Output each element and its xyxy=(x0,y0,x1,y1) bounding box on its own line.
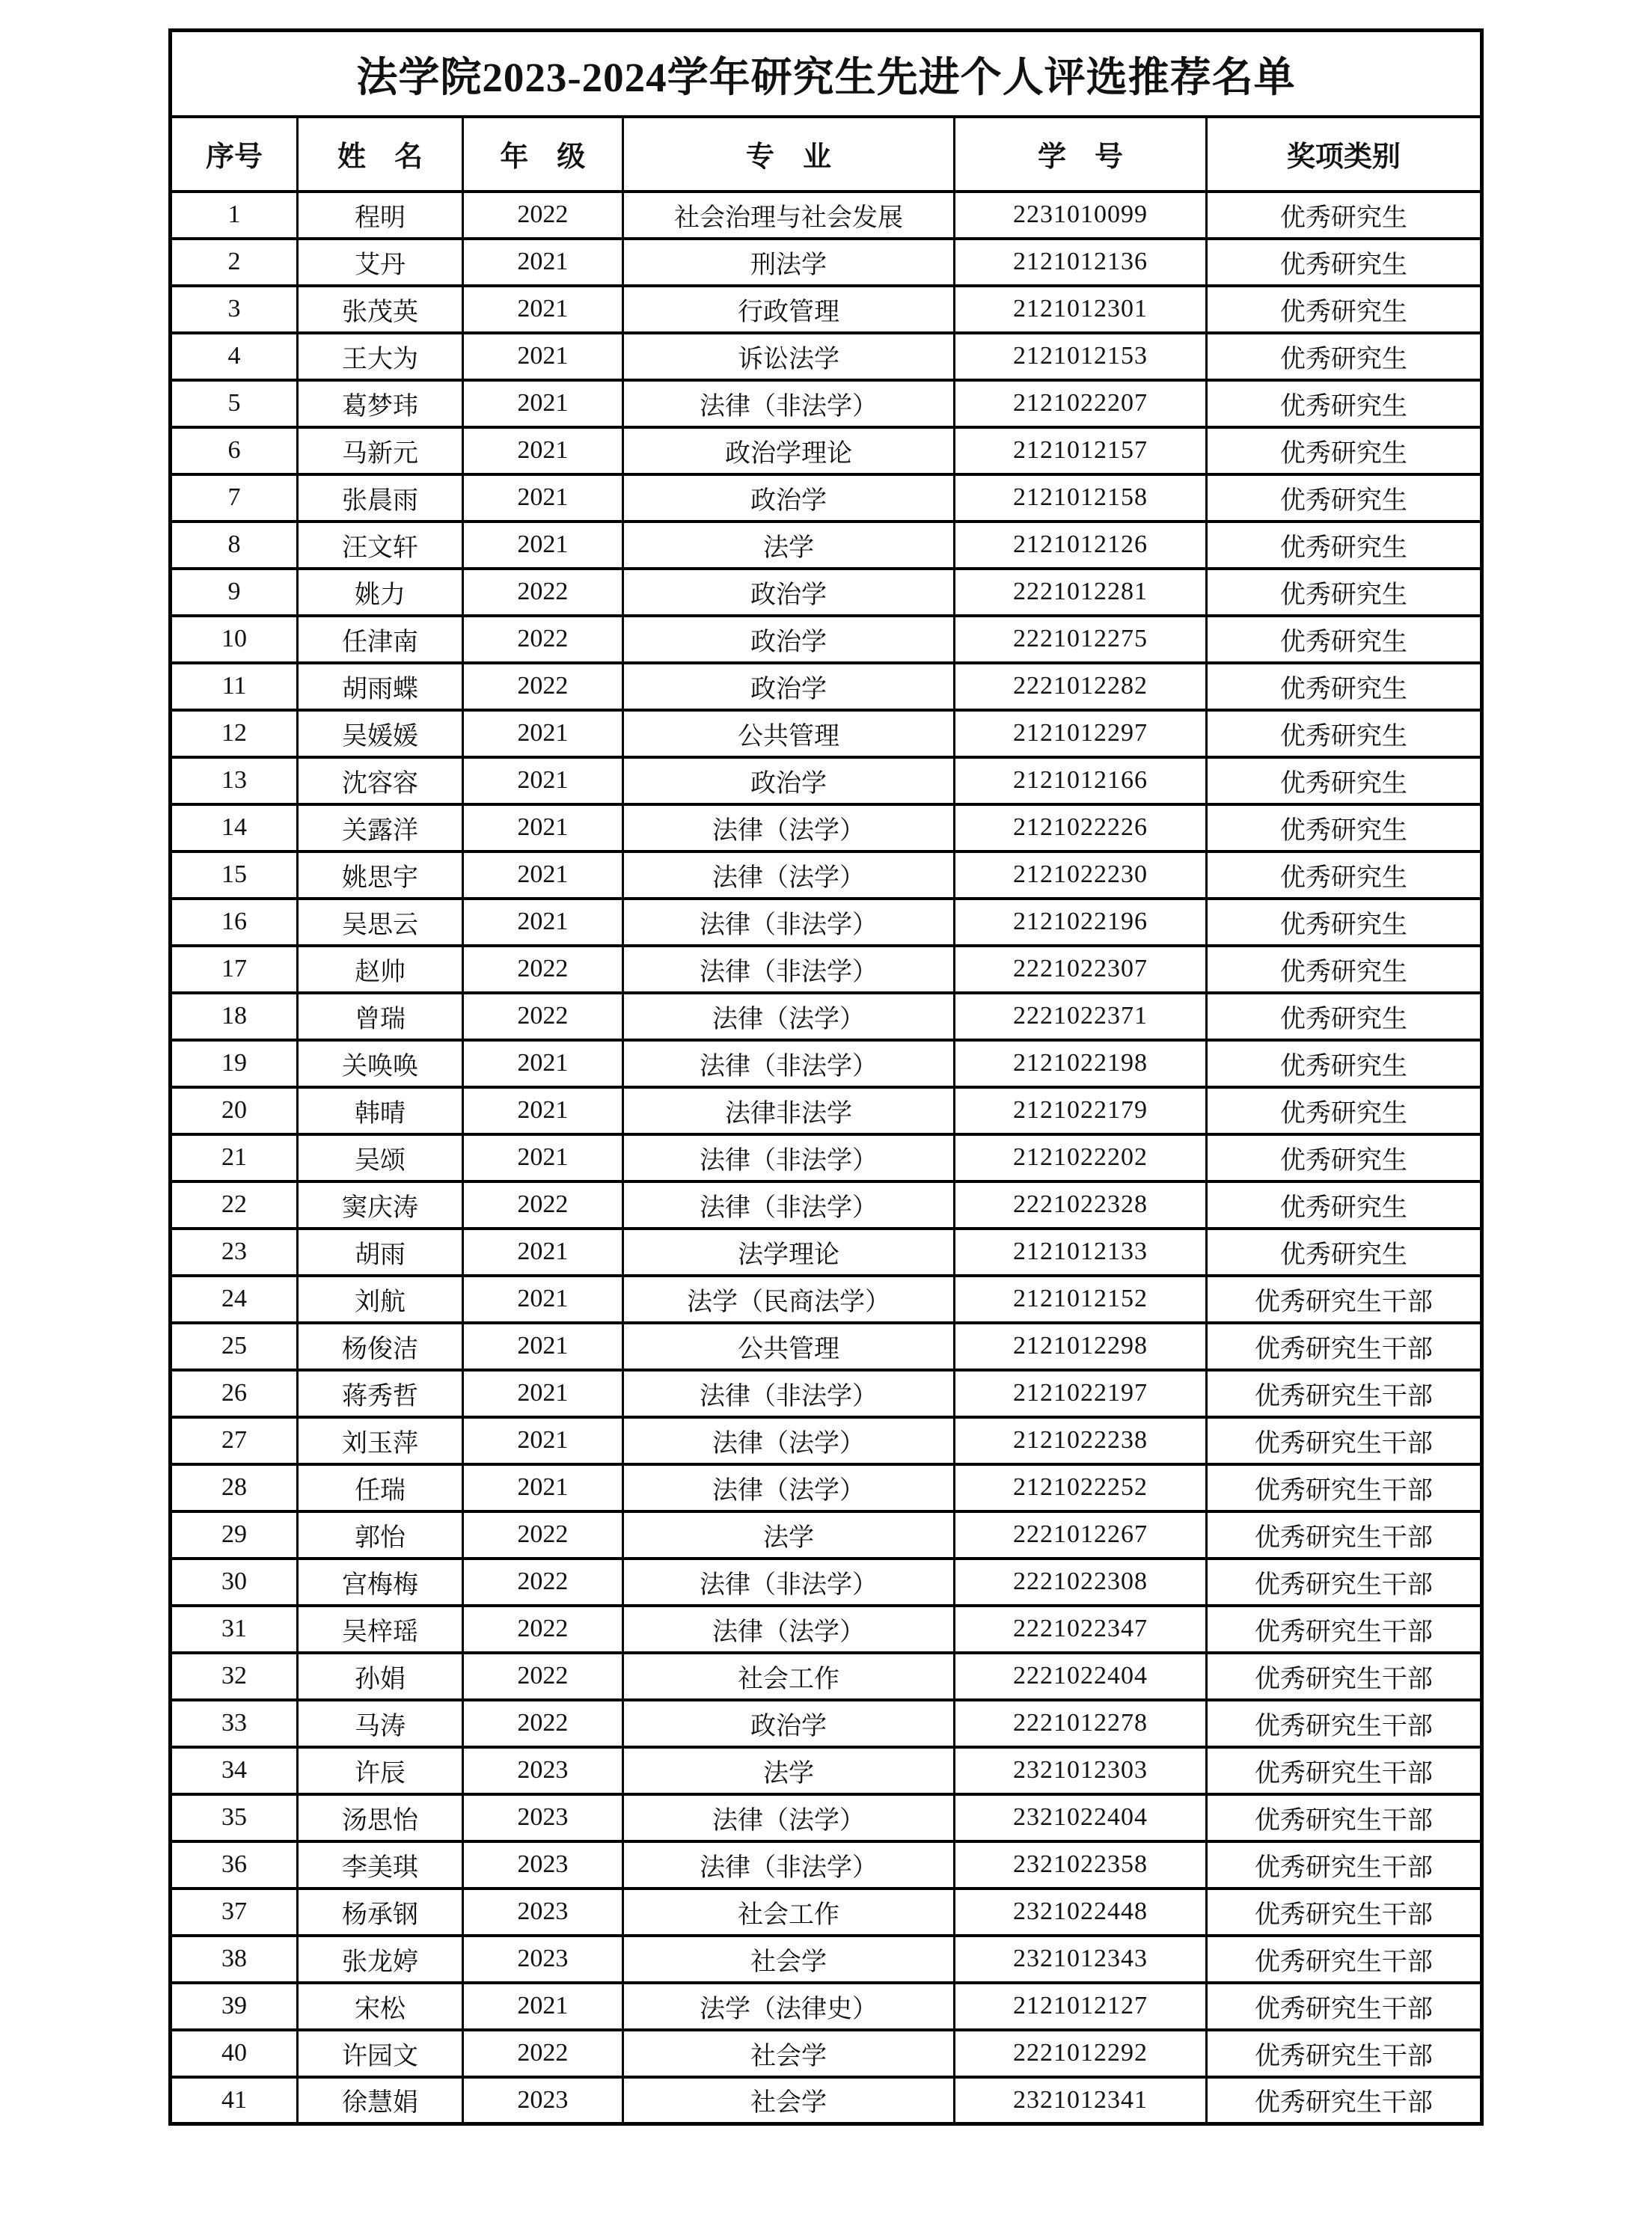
cell-grade: 2022 xyxy=(462,993,622,1040)
table-row xyxy=(171,1841,1482,1889)
cell-major: 法律非法学 xyxy=(622,1087,955,1134)
cell-sid: 2121022207 xyxy=(955,380,1207,427)
cell-major: 法律（非法学） xyxy=(622,946,955,993)
cell-award: 优秀研究生 xyxy=(1206,333,1481,380)
cell-grade: 2021 xyxy=(462,1323,622,1370)
cell-grade: 2021 xyxy=(462,899,622,946)
cell-award: 优秀研究生 xyxy=(1206,427,1481,474)
cell-award: 优秀研究生 xyxy=(1206,710,1481,757)
cell-seq: 16 xyxy=(171,899,298,946)
cell-sid: 2121012301 xyxy=(955,286,1207,333)
cell-grade: 2022 xyxy=(462,2030,622,2077)
table-row xyxy=(171,333,1482,380)
table-row xyxy=(171,2077,1482,2124)
cell-seq: 28 xyxy=(171,1464,298,1511)
cell-award: 优秀研究生 xyxy=(1206,1134,1481,1181)
cell-major: 法律（非法学） xyxy=(622,380,955,427)
cell-award: 优秀研究生 xyxy=(1206,616,1481,663)
table-row xyxy=(171,710,1482,757)
cell-grade: 2022 xyxy=(462,1653,622,1700)
cell-seq: 40 xyxy=(171,2030,298,2077)
cell-grade: 2023 xyxy=(462,1794,622,1841)
table-row xyxy=(171,663,1482,710)
cell-seq: 10 xyxy=(171,616,298,663)
cell-sid: 2121022238 xyxy=(955,1417,1207,1464)
table-row xyxy=(171,946,1482,993)
table-row xyxy=(171,851,1482,899)
cell-sid: 2221012275 xyxy=(955,616,1207,663)
cell-major: 法律（法学） xyxy=(622,804,955,851)
column-header-major: 专 业 xyxy=(622,117,955,192)
cell-grade: 2021 xyxy=(462,522,622,569)
cell-name: 张晨雨 xyxy=(298,474,463,522)
cell-name: 汪文轩 xyxy=(298,522,463,569)
cell-award: 优秀研究生 xyxy=(1206,993,1481,1040)
table-row xyxy=(171,1653,1482,1700)
cell-major: 政治学 xyxy=(622,616,955,663)
table-row xyxy=(171,380,1482,427)
cell-name: 刘玉萍 xyxy=(298,1417,463,1464)
cell-name: 姚思宇 xyxy=(298,851,463,899)
cell-seq: 15 xyxy=(171,851,298,899)
table-row xyxy=(171,569,1482,616)
cell-sid: 2321012343 xyxy=(955,1936,1207,1983)
cell-major: 政治学 xyxy=(622,474,955,522)
cell-grade: 2021 xyxy=(462,427,622,474)
cell-award: 优秀研究生 xyxy=(1206,1040,1481,1087)
cell-grade: 2022 xyxy=(462,1606,622,1653)
cell-award: 优秀研究生干部 xyxy=(1206,1276,1481,1323)
cell-grade: 2021 xyxy=(462,1276,622,1323)
cell-grade: 2023 xyxy=(462,1936,622,1983)
cell-name: 马涛 xyxy=(298,1700,463,1747)
cell-award: 优秀研究生 xyxy=(1206,851,1481,899)
cell-award: 优秀研究生干部 xyxy=(1206,1794,1481,1841)
cell-seq: 24 xyxy=(171,1276,298,1323)
cell-major: 社会学 xyxy=(622,1936,955,1983)
cell-grade: 2021 xyxy=(462,1087,622,1134)
cell-sid: 2221022404 xyxy=(955,1653,1207,1700)
cell-grade: 2023 xyxy=(462,1841,622,1889)
cell-name: 李美琪 xyxy=(298,1841,463,1889)
cell-name: 葛梦玮 xyxy=(298,380,463,427)
table-row xyxy=(171,1370,1482,1417)
cell-award: 优秀研究生干部 xyxy=(1206,1370,1481,1417)
cell-name: 姚力 xyxy=(298,569,463,616)
cell-seq: 22 xyxy=(171,1181,298,1229)
cell-sid: 2221022307 xyxy=(955,946,1207,993)
cell-name: 宋松 xyxy=(298,1983,463,2030)
cell-award: 优秀研究生干部 xyxy=(1206,1559,1481,1606)
cell-seq: 9 xyxy=(171,569,298,616)
table-row xyxy=(171,1559,1482,1606)
cell-major: 法学 xyxy=(622,522,955,569)
cell-sid: 2221022347 xyxy=(955,1606,1207,1653)
cell-major: 法学理论 xyxy=(622,1229,955,1276)
cell-award: 优秀研究生干部 xyxy=(1206,1464,1481,1511)
page-title: 法学院2023-2024学年研究生先进个人评选推荐名单 xyxy=(171,31,1482,117)
cell-sid: 2121012298 xyxy=(955,1323,1207,1370)
cell-sid: 2121012166 xyxy=(955,757,1207,804)
cell-major: 法律（法学） xyxy=(622,1794,955,1841)
cell-award: 优秀研究生 xyxy=(1206,899,1481,946)
cell-major: 法律（非法学） xyxy=(622,1040,955,1087)
cell-grade: 2021 xyxy=(462,1983,622,2030)
cell-name: 徐慧娟 xyxy=(298,2077,463,2124)
cell-name: 汤思怡 xyxy=(298,1794,463,1841)
cell-name: 艾丹 xyxy=(298,239,463,286)
cell-seq: 23 xyxy=(171,1229,298,1276)
table-row xyxy=(171,474,1482,522)
cell-major: 法律（法学） xyxy=(622,1606,955,1653)
table-row xyxy=(171,427,1482,474)
table-row xyxy=(171,616,1482,663)
cell-seq: 4 xyxy=(171,333,298,380)
cell-name: 张茂英 xyxy=(298,286,463,333)
cell-grade: 2021 xyxy=(462,333,622,380)
cell-grade: 2021 xyxy=(462,804,622,851)
table-row xyxy=(171,1134,1482,1181)
cell-name: 吴梓瑶 xyxy=(298,1606,463,1653)
cell-major: 政治学 xyxy=(622,663,955,710)
table-row xyxy=(171,1889,1482,1936)
cell-award: 优秀研究生 xyxy=(1206,663,1481,710)
cell-seq: 25 xyxy=(171,1323,298,1370)
cell-name: 程明 xyxy=(298,192,463,239)
cell-award: 优秀研究生 xyxy=(1206,474,1481,522)
cell-sid: 2121012126 xyxy=(955,522,1207,569)
cell-seq: 29 xyxy=(171,1511,298,1559)
cell-sid: 2121022198 xyxy=(955,1040,1207,1087)
cell-name: 吴媛媛 xyxy=(298,710,463,757)
table-row xyxy=(171,1606,1482,1653)
cell-name: 窦庆涛 xyxy=(298,1181,463,1229)
table-row xyxy=(171,1323,1482,1370)
cell-seq: 33 xyxy=(171,1700,298,1747)
cell-grade: 2021 xyxy=(462,757,622,804)
cell-sid: 2121012157 xyxy=(955,427,1207,474)
cell-sid: 2221012292 xyxy=(955,2030,1207,2077)
cell-major: 法律（非法学） xyxy=(622,1841,955,1889)
cell-award: 优秀研究生干部 xyxy=(1206,1747,1481,1794)
table-row xyxy=(171,1794,1482,1841)
cell-grade: 2022 xyxy=(462,1700,622,1747)
table-header-row xyxy=(171,117,1482,192)
cell-name: 杨承钢 xyxy=(298,1889,463,1936)
cell-name: 赵帅 xyxy=(298,946,463,993)
cell-grade: 2022 xyxy=(462,663,622,710)
cell-name: 刘航 xyxy=(298,1276,463,1323)
table-row xyxy=(171,1087,1482,1134)
cell-seq: 7 xyxy=(171,474,298,522)
cell-grade: 2022 xyxy=(462,946,622,993)
cell-grade: 2022 xyxy=(462,192,622,239)
cell-grade: 2021 xyxy=(462,239,622,286)
cell-grade: 2021 xyxy=(462,710,622,757)
table-row xyxy=(171,899,1482,946)
table-row xyxy=(171,1276,1482,1323)
cell-name: 韩晴 xyxy=(298,1087,463,1134)
cell-grade: 2022 xyxy=(462,1559,622,1606)
table-row xyxy=(171,239,1482,286)
cell-name: 关露洋 xyxy=(298,804,463,851)
cell-award: 优秀研究生干部 xyxy=(1206,2077,1481,2124)
cell-sid: 2221022371 xyxy=(955,993,1207,1040)
table-row xyxy=(171,192,1482,239)
cell-sid: 2121012127 xyxy=(955,1983,1207,2030)
cell-award: 优秀研究生 xyxy=(1206,946,1481,993)
title-row xyxy=(171,31,1482,117)
cell-major: 法律（法学） xyxy=(622,851,955,899)
cell-name: 吴思云 xyxy=(298,899,463,946)
cell-name: 宫梅梅 xyxy=(298,1559,463,1606)
cell-award: 优秀研究生 xyxy=(1206,1087,1481,1134)
cell-sid: 2221012267 xyxy=(955,1511,1207,1559)
cell-award: 优秀研究生 xyxy=(1206,804,1481,851)
table-row xyxy=(171,1040,1482,1087)
cell-seq: 3 xyxy=(171,286,298,333)
cell-seq: 41 xyxy=(171,2077,298,2124)
cell-award: 优秀研究生 xyxy=(1206,192,1481,239)
table-row xyxy=(171,1511,1482,1559)
cell-award: 优秀研究生干部 xyxy=(1206,1323,1481,1370)
cell-seq: 26 xyxy=(171,1370,298,1417)
cell-name: 许园文 xyxy=(298,2030,463,2077)
cell-sid: 2321012303 xyxy=(955,1747,1207,1794)
column-header-name: 姓 名 xyxy=(298,117,463,192)
cell-major: 政治学理论 xyxy=(622,427,955,474)
cell-seq: 27 xyxy=(171,1417,298,1464)
table-row xyxy=(171,1464,1482,1511)
cell-award: 优秀研究生 xyxy=(1206,522,1481,569)
cell-seq: 30 xyxy=(171,1559,298,1606)
table-row xyxy=(171,1747,1482,1794)
column-header-grade: 年 级 xyxy=(462,117,622,192)
cell-award: 优秀研究生干部 xyxy=(1206,2030,1481,2077)
table-row xyxy=(171,1229,1482,1276)
cell-grade: 2021 xyxy=(462,1040,622,1087)
cell-name: 杨俊洁 xyxy=(298,1323,463,1370)
cell-seq: 31 xyxy=(171,1606,298,1653)
cell-seq: 19 xyxy=(171,1040,298,1087)
cell-award: 优秀研究生干部 xyxy=(1206,1511,1481,1559)
cell-grade: 2022 xyxy=(462,1511,622,1559)
cell-award: 优秀研究生 xyxy=(1206,286,1481,333)
cell-major: 行政管理 xyxy=(622,286,955,333)
cell-sid: 2321022448 xyxy=(955,1889,1207,1936)
cell-major: 法律（非法学） xyxy=(622,1134,955,1181)
cell-major: 政治学 xyxy=(622,757,955,804)
table-row xyxy=(171,286,1482,333)
table-row xyxy=(171,993,1482,1040)
cell-award: 优秀研究生 xyxy=(1206,239,1481,286)
cell-grade: 2023 xyxy=(462,1889,622,1936)
cell-seq: 5 xyxy=(171,380,298,427)
cell-major: 法律（非法学） xyxy=(622,1559,955,1606)
cell-grade: 2023 xyxy=(462,1747,622,1794)
cell-name: 郭怡 xyxy=(298,1511,463,1559)
cell-seq: 39 xyxy=(171,1983,298,2030)
table-row xyxy=(171,1700,1482,1747)
cell-major: 法学 xyxy=(622,1747,955,1794)
cell-grade: 2021 xyxy=(462,851,622,899)
cell-grade: 2021 xyxy=(462,474,622,522)
cell-seq: 11 xyxy=(171,663,298,710)
cell-major: 社会学 xyxy=(622,2077,955,2124)
cell-grade: 2022 xyxy=(462,569,622,616)
cell-sid: 2321022358 xyxy=(955,1841,1207,1889)
cell-seq: 21 xyxy=(171,1134,298,1181)
cell-major: 社会学 xyxy=(622,2030,955,2077)
table-row xyxy=(171,757,1482,804)
cell-major: 法律（非法学） xyxy=(622,1181,955,1229)
cell-award: 优秀研究生 xyxy=(1206,1181,1481,1229)
cell-major: 刑法学 xyxy=(622,239,955,286)
cell-major: 公共管理 xyxy=(622,710,955,757)
cell-sid: 2221022308 xyxy=(955,1559,1207,1606)
cell-award: 优秀研究生 xyxy=(1206,380,1481,427)
cell-major: 社会治理与社会发展 xyxy=(622,192,955,239)
cell-seq: 34 xyxy=(171,1747,298,1794)
cell-award: 优秀研究生 xyxy=(1206,757,1481,804)
table-row xyxy=(171,1417,1482,1464)
cell-name: 吴颂 xyxy=(298,1134,463,1181)
cell-seq: 17 xyxy=(171,946,298,993)
cell-name: 任津南 xyxy=(298,616,463,663)
cell-major: 法学（民商法学） xyxy=(622,1276,955,1323)
cell-seq: 18 xyxy=(171,993,298,1040)
cell-grade: 2022 xyxy=(462,616,622,663)
cell-seq: 38 xyxy=(171,1936,298,1983)
cell-grade: 2023 xyxy=(462,2077,622,2124)
cell-award: 优秀研究生干部 xyxy=(1206,1606,1481,1653)
cell-sid: 2121012153 xyxy=(955,333,1207,380)
cell-sid: 2121022230 xyxy=(955,851,1207,899)
cell-seq: 20 xyxy=(171,1087,298,1134)
table-row xyxy=(171,804,1482,851)
cell-seq: 8 xyxy=(171,522,298,569)
cell-award: 优秀研究生干部 xyxy=(1206,1653,1481,1700)
cell-sid: 2121012133 xyxy=(955,1229,1207,1276)
cell-name: 沈容容 xyxy=(298,757,463,804)
cell-seq: 14 xyxy=(171,804,298,851)
cell-seq: 32 xyxy=(171,1653,298,1700)
cell-sid: 2121022196 xyxy=(955,899,1207,946)
cell-sid: 2221012278 xyxy=(955,1700,1207,1747)
table-row xyxy=(171,1936,1482,1983)
cell-name: 胡雨 xyxy=(298,1229,463,1276)
cell-name: 曾瑞 xyxy=(298,993,463,1040)
cell-major: 法律（法学） xyxy=(622,993,955,1040)
table-row xyxy=(171,522,1482,569)
cell-award: 优秀研究生干部 xyxy=(1206,1983,1481,2030)
cell-sid: 2121012158 xyxy=(955,474,1207,522)
cell-name: 蒋秀哲 xyxy=(298,1370,463,1417)
table-row xyxy=(171,1181,1482,1229)
cell-name: 许辰 xyxy=(298,1747,463,1794)
cell-grade: 2021 xyxy=(462,1370,622,1417)
cell-major: 社会工作 xyxy=(622,1889,955,1936)
cell-sid: 2321012341 xyxy=(955,2077,1207,2124)
cell-major: 政治学 xyxy=(622,569,955,616)
cell-sid: 2121022202 xyxy=(955,1134,1207,1181)
recommendation-table xyxy=(168,28,1484,2126)
cell-grade: 2021 xyxy=(462,380,622,427)
cell-award: 优秀研究生干部 xyxy=(1206,1841,1481,1889)
cell-name: 胡雨蝶 xyxy=(298,663,463,710)
cell-grade: 2022 xyxy=(462,1181,622,1229)
cell-seq: 12 xyxy=(171,710,298,757)
table-row xyxy=(171,1983,1482,2030)
cell-major: 法律（法学） xyxy=(622,1417,955,1464)
cell-major: 公共管理 xyxy=(622,1323,955,1370)
cell-seq: 2 xyxy=(171,239,298,286)
cell-sid: 2231010099 xyxy=(955,192,1207,239)
cell-major: 法律（非法学） xyxy=(622,1370,955,1417)
cell-award: 优秀研究生 xyxy=(1206,1229,1481,1276)
column-header-sid: 学 号 xyxy=(955,117,1207,192)
table-row xyxy=(171,2030,1482,2077)
cell-sid: 2121022252 xyxy=(955,1464,1207,1511)
cell-award: 优秀研究生干部 xyxy=(1206,1417,1481,1464)
cell-seq: 35 xyxy=(171,1794,298,1841)
cell-seq: 6 xyxy=(171,427,298,474)
cell-award: 优秀研究生 xyxy=(1206,569,1481,616)
cell-award: 优秀研究生干部 xyxy=(1206,1936,1481,1983)
cell-major: 法律（法学） xyxy=(622,1464,955,1511)
cell-grade: 2021 xyxy=(462,286,622,333)
cell-grade: 2021 xyxy=(462,1229,622,1276)
cell-name: 孙娟 xyxy=(298,1653,463,1700)
cell-sid: 2321022404 xyxy=(955,1794,1207,1841)
cell-major: 诉讼法学 xyxy=(622,333,955,380)
cell-sid: 2221022328 xyxy=(955,1181,1207,1229)
cell-sid: 2121022226 xyxy=(955,804,1207,851)
cell-name: 王大为 xyxy=(298,333,463,380)
cell-grade: 2021 xyxy=(462,1134,622,1181)
cell-major: 社会工作 xyxy=(622,1653,955,1700)
cell-major: 政治学 xyxy=(622,1700,955,1747)
cell-sid: 2121012136 xyxy=(955,239,1207,286)
cell-award: 优秀研究生干部 xyxy=(1206,1889,1481,1936)
column-header-award: 奖项类别 xyxy=(1206,117,1481,192)
cell-major: 法学（法律史） xyxy=(622,1983,955,2030)
cell-name: 张龙婷 xyxy=(298,1936,463,1983)
cell-name: 马新元 xyxy=(298,427,463,474)
cell-sid: 2221012281 xyxy=(955,569,1207,616)
cell-seq: 37 xyxy=(171,1889,298,1936)
cell-sid: 2121022179 xyxy=(955,1087,1207,1134)
cell-sid: 2121022197 xyxy=(955,1370,1207,1417)
cell-seq: 13 xyxy=(171,757,298,804)
cell-major: 法学 xyxy=(622,1511,955,1559)
cell-name: 任瑞 xyxy=(298,1464,463,1511)
cell-award: 优秀研究生干部 xyxy=(1206,1700,1481,1747)
cell-seq: 1 xyxy=(171,192,298,239)
column-header-seq: 序号 xyxy=(171,117,298,192)
cell-seq: 36 xyxy=(171,1841,298,1889)
cell-name: 关唤唤 xyxy=(298,1040,463,1087)
cell-sid: 2121012152 xyxy=(955,1276,1207,1323)
table-body xyxy=(171,192,1482,2124)
cell-sid: 2121012297 xyxy=(955,710,1207,757)
cell-sid: 2221012282 xyxy=(955,663,1207,710)
cell-major: 法律（非法学） xyxy=(622,899,955,946)
cell-grade: 2021 xyxy=(462,1417,622,1464)
cell-grade: 2021 xyxy=(462,1464,622,1511)
